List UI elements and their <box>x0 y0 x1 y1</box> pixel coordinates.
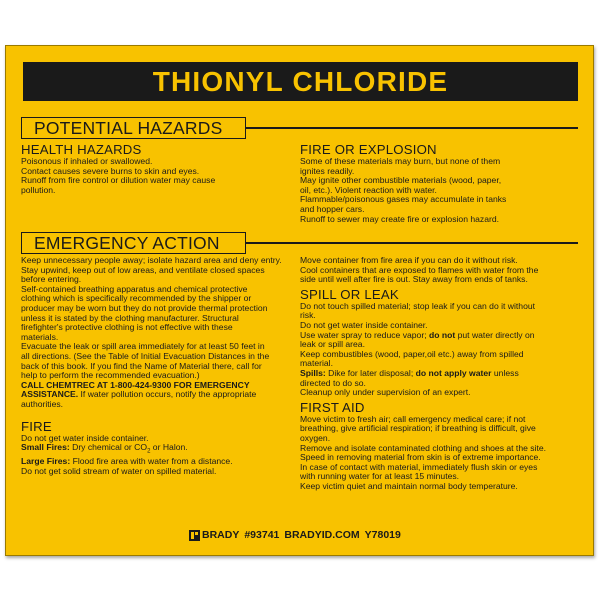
spills-warning: do not apply water <box>415 367 492 378</box>
fire-explosion-line: Some of these materials may burn, but none of them <box>300 156 501 166</box>
first-aid-line: oxygen. <box>300 432 331 443</box>
chemtrec-line: authorities. <box>21 398 64 409</box>
emergency-line: before entering. <box>21 274 82 285</box>
product-code: Y78019 <box>364 529 401 541</box>
emergency-action-heading: EMERGENCY ACTION <box>21 232 246 254</box>
spill-leak-heading: SPILL OR LEAK <box>300 286 399 302</box>
small-fires-text: Dry chemical or CO <box>69 442 148 453</box>
chemtrec-line: CALL CHEMTREC AT 1-800-424-9300 FOR EMERGENCY <box>21 379 250 390</box>
fire-line: Do not get water inside container. <box>21 432 149 443</box>
emergency-left-block <box>21 256 301 477</box>
container-line: Cool containers that are exposed to flames with water from the <box>300 264 539 275</box>
spill-line: risk. <box>300 310 316 321</box>
first-aid-line: Remove and isolate contaminated clothing and shoes at the site. <box>300 442 547 453</box>
small-fires-label: Small Fires: <box>21 442 70 453</box>
part-number: #93741 <box>244 529 280 541</box>
vapor-warning: do not <box>428 329 456 340</box>
first-aid-line: In case of contact with material, immediately flush skin or eyes <box>300 461 538 472</box>
vapor-text: Use water spray to reduce vapor; <box>300 329 429 340</box>
emergency-line: firefighter's protective clothing is not effective with these <box>21 322 233 333</box>
fire-explosion-heading: FIRE OR EXPLOSION <box>300 142 437 157</box>
emergency-line: Keep unnecessary people away; isolate hazard area and deny entry. <box>21 255 282 265</box>
emergency-right-block <box>300 256 585 491</box>
small-fires-text-end: or Halon. <box>150 442 188 453</box>
fire-explosion-line: ignites readily. <box>300 165 355 176</box>
hazard-label <box>5 45 594 556</box>
emergency-line: back of this book. If you find the Name of Material there, call for <box>21 360 262 371</box>
label-footer <box>189 528 401 542</box>
health-line: Contact causes severe burns to skin and eyes. <box>21 165 200 176</box>
first-aid-line: Keep victim quiet and maintain normal body temperature. <box>300 480 518 491</box>
brand-name: BRADY <box>202 529 240 541</box>
emergency-line: producer may be worn but they do not provide thermal protection <box>21 302 268 313</box>
health-hazards-block <box>21 143 296 195</box>
first-aid-line: breathing, give artificial respiration; if breathing is difficult, give <box>300 423 536 434</box>
fire-line: Do not get solid stream of water on spilled material. <box>21 466 217 476</box>
emergency-line: Evacuate the leak or spill area immediately for at least 50 feet in <box>21 341 265 352</box>
health-line: Runoff from fire control or dilution water may cause <box>21 175 216 186</box>
chemical-title: THIONYL CHLORIDE <box>152 65 449 97</box>
chemtrec-rest: If water pollution occurs, notify the appropriate <box>78 389 257 400</box>
spill-line: leak or spill area. <box>300 339 365 350</box>
brand-website: BRADYID.COM <box>284 529 360 541</box>
fire-explosion-line: May ignite other combustible materials (wood, paper, <box>300 175 502 186</box>
emergency-line: Stay upwind, keep out of low areas, and ventilate closed spaces <box>21 264 265 275</box>
vapor-text-end: put water directly on <box>455 329 535 340</box>
brady-logo <box>189 529 239 541</box>
fire-explosion-line: Flammable/poisonous gases may accumulate in tanks <box>300 194 507 205</box>
health-line: pollution. <box>21 184 56 195</box>
emergency-line: help to perform the recommended evacuation.) <box>21 370 200 381</box>
health-line: Poisonous if inhaled or swallowed. <box>21 156 153 166</box>
spill-line: Cleanup only under supervision of an expert. <box>300 387 471 398</box>
chemtrec-assistance: ASSISTANCE. <box>21 389 79 400</box>
first-aid-line: with running water for at least 15 minutes. <box>300 471 460 482</box>
co2-subscript: 2 <box>147 448 151 455</box>
spill-line: material. <box>300 358 333 369</box>
spill-line: Do not get water inside container. <box>300 319 428 330</box>
fire-line <box>21 443 301 457</box>
spill-line: Keep combustibles (wood, paper,oil etc.) away from spilled <box>300 348 524 359</box>
container-line: Move container from fire area if you can do it without risk. <box>300 255 518 265</box>
fire-explosion-block <box>300 143 580 224</box>
fire-explosion-line: Runoff to sewer may create fire or explosion hazard. <box>300 213 500 224</box>
title-bar <box>23 62 578 101</box>
first-aid-line: Move victim to fresh air; call emergency medical care; if not <box>300 413 526 424</box>
spill-line: directed to do so. <box>300 377 366 388</box>
emergency-line: Self-contained breathing apparatus and chemical protective <box>21 283 248 294</box>
health-hazards-heading: HEALTH HAZARDS <box>21 142 142 157</box>
potential-hazards-heading: POTENTIAL HAZARDS <box>21 117 246 139</box>
emergency-line: all directions. (See the Table of Initial Evacuation Distances in the <box>21 350 270 361</box>
first-aid-heading: FIRST AID <box>300 399 365 415</box>
emergency-line: clothing which is specifically recommended by the shipper or <box>21 293 252 304</box>
emergency-line: unless it is stated by the clothing manufacturer. Structural <box>21 312 239 323</box>
first-aid-line: Speed in removing material from skin is of extreme importance. <box>300 452 541 463</box>
emergency-line: materials. <box>21 331 59 342</box>
spill-line: Do not touch spilled material; stop leak if you can do it without <box>300 300 536 311</box>
chemtrec-line <box>21 390 301 400</box>
fire-explosion-line: oil, etc.). Violent reaction with water. <box>300 184 437 195</box>
spills-text: Dike for later disposal; <box>325 367 416 378</box>
spills-label: Spills: <box>300 367 326 378</box>
spills-text-end: unless <box>491 367 519 378</box>
brady-logo-icon <box>189 530 200 541</box>
container-line: side until well after fire is out. Stay away from ends of tanks. <box>300 274 528 285</box>
large-fires-text: Flood fire area with water from a distance. <box>70 456 233 467</box>
fire-heading: FIRE <box>21 418 52 434</box>
large-fires-label: Large Fires: <box>21 456 71 467</box>
fire-explosion-line: and hopper cars. <box>300 203 365 214</box>
